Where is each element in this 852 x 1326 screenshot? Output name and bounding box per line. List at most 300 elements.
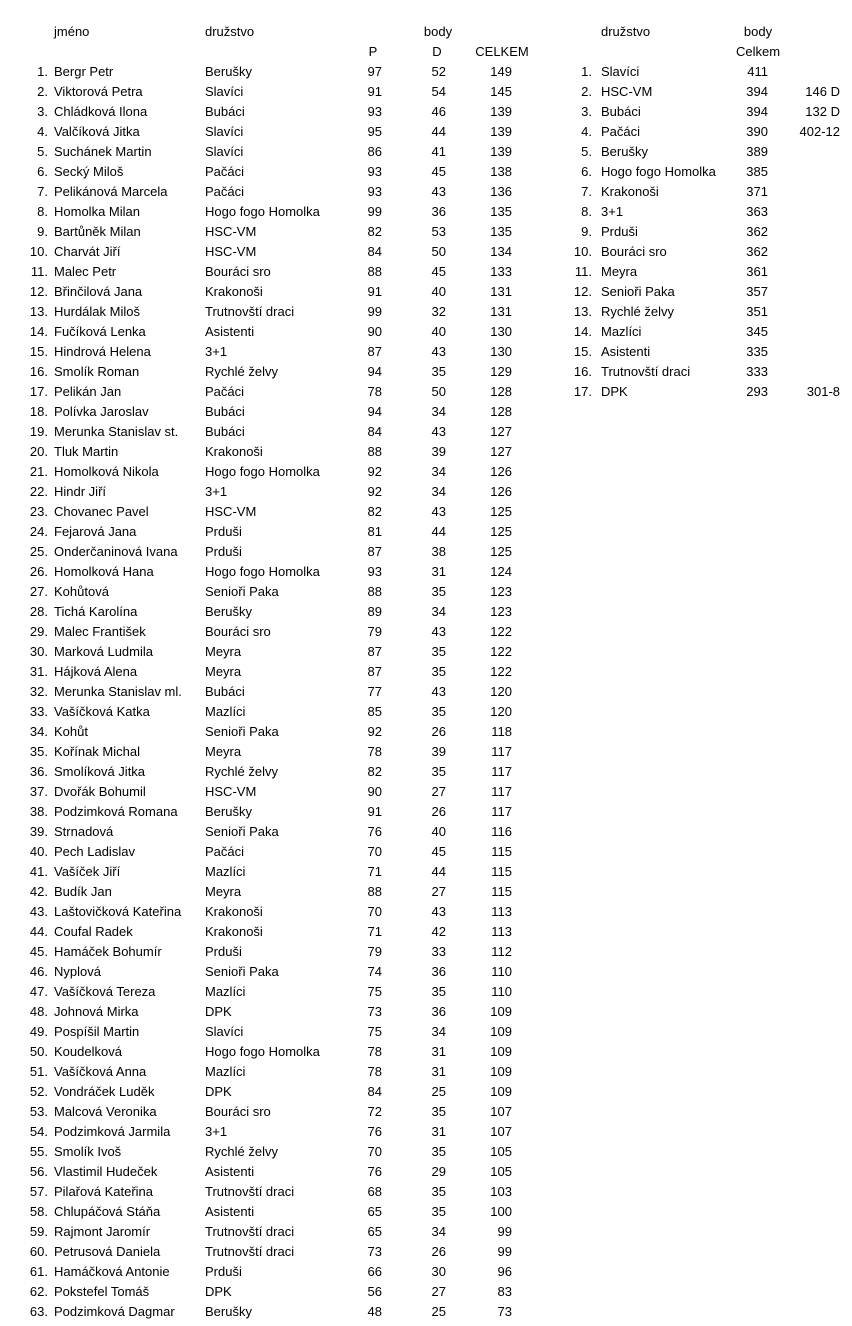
team-note-cell <box>786 342 840 362</box>
p-cell: 88 <box>367 584 382 599</box>
d-cell: 34 <box>431 484 446 499</box>
d-cell: 35 <box>431 644 446 659</box>
team-note-cell <box>786 162 840 182</box>
team-total-cell: 389 <box>746 144 768 159</box>
p-cell: 78 <box>367 1064 382 1079</box>
total-cell: 115 <box>491 844 512 859</box>
team-rank-cell: 6. <box>581 164 592 179</box>
name-cell: Dvořák Bohumil <box>54 784 146 799</box>
p-cell: 78 <box>367 384 382 399</box>
total-cell: 113 <box>491 904 512 919</box>
name-cell: Chládková Ilona <box>54 104 148 119</box>
name-cell: Malec Petr <box>54 264 117 279</box>
p-cell: 99 <box>367 204 382 219</box>
team-total-cell: 371 <box>746 184 768 199</box>
rank-cell: 35. <box>29 744 48 759</box>
team-total-cell: 357 <box>746 284 768 299</box>
d-cell: 36 <box>431 204 446 219</box>
p-cell: 70 <box>367 844 382 859</box>
rank-cell: 3. <box>37 104 48 119</box>
team-rank-cell: 8. <box>581 204 592 219</box>
team-cell: HSC-VM <box>205 504 257 519</box>
name-cell: Vašíčková Anna <box>54 1064 147 1079</box>
header-total: CELKEM <box>475 44 529 59</box>
rank-cell: 21. <box>29 464 48 479</box>
total-cell: 123 <box>490 604 512 619</box>
p-cell: 94 <box>367 364 382 379</box>
rank-cell: 40. <box>29 844 48 859</box>
total-cell: 131 <box>490 284 512 299</box>
p-cell: 91 <box>367 804 382 819</box>
team-cell: Hogo fogo Homolka <box>205 464 320 479</box>
team-note-cell: 402-12 <box>799 124 840 139</box>
d-cell: 45 <box>431 164 446 179</box>
team-cell: Mazlíci <box>205 864 246 879</box>
header-p: P <box>368 44 378 59</box>
rank-cell: 57. <box>29 1184 48 1199</box>
team-note-cell <box>786 62 840 82</box>
team-cell: Rychlé želvy <box>205 1144 278 1159</box>
rank-cell: 23. <box>29 504 48 519</box>
team-cell: Asistenti <box>205 1164 255 1179</box>
name-cell: Hindr Jiří <box>54 484 107 499</box>
name-cell: Strnadová <box>54 824 114 839</box>
name-cell: Pilařová Kateřina <box>54 1184 153 1199</box>
team-cell: Bouráci sro <box>205 264 271 279</box>
total-cell: 145 <box>490 84 512 99</box>
name-cell: Merunka Stanislav ml. <box>54 684 182 699</box>
total-cell: 115 <box>491 884 512 899</box>
d-cell: 40 <box>431 324 446 339</box>
d-cell: 35 <box>431 984 446 999</box>
p-cell: 86 <box>367 144 382 159</box>
team-name-cell: Pačáci <box>601 124 641 139</box>
rank-cell: 2. <box>37 84 48 99</box>
total-cell: 131 <box>490 304 512 319</box>
total-cell: 149 <box>490 64 512 79</box>
name-cell: Koudelková <box>54 1044 122 1059</box>
team-cell: Krakonoši <box>205 444 263 459</box>
team-note-cell <box>786 202 840 222</box>
total-cell: 112 <box>491 944 512 959</box>
name-cell: Malec František <box>54 624 146 639</box>
team-cell: Krakonoši <box>205 924 263 939</box>
team-rank-cell: 5. <box>581 144 592 159</box>
d-cell: 52 <box>431 64 446 79</box>
d-cell: 40 <box>431 824 446 839</box>
d-cell: 43 <box>431 424 446 439</box>
p-cell: 70 <box>367 1144 382 1159</box>
total-cell: 126 <box>490 484 512 499</box>
d-cell: 42 <box>431 924 446 939</box>
team-cell: Meyra <box>205 744 242 759</box>
rank-cell: 13. <box>29 304 48 319</box>
p-cell: 73 <box>367 1004 382 1019</box>
d-cell: 26 <box>431 804 446 819</box>
team-cell: Hogo fogo Homolka <box>205 204 320 219</box>
p-cell: 88 <box>367 264 382 279</box>
team-cell: Berušky <box>205 804 252 819</box>
team-rank-cell: 9. <box>581 224 592 239</box>
name-cell: Onderčaninová Ivana <box>54 544 178 559</box>
header-team-standings: družstvo <box>601 24 651 39</box>
d-cell: 43 <box>431 624 446 639</box>
name-cell: Kořínak Michal <box>54 744 140 759</box>
team-total-cell: 385 <box>746 164 768 179</box>
d-cell: 44 <box>431 524 446 539</box>
team-name-cell: HSC-VM <box>601 84 653 99</box>
d-cell: 35 <box>431 664 446 679</box>
p-cell: 72 <box>367 1104 382 1119</box>
total-cell: 109 <box>490 1024 512 1039</box>
team-name-cell: Asistenti <box>601 344 651 359</box>
name-cell: Bartůněk Milan <box>54 224 141 239</box>
p-cell: 93 <box>367 104 382 119</box>
team-cell: Krakonoši <box>205 284 263 299</box>
d-cell: 35 <box>431 584 446 599</box>
d-cell: 44 <box>431 124 446 139</box>
d-cell: 31 <box>431 564 446 579</box>
team-name-cell: Rychlé želvy <box>601 304 674 319</box>
rank-cell: 12. <box>29 284 48 299</box>
d-cell: 38 <box>431 544 446 559</box>
d-cell: 36 <box>431 1004 446 1019</box>
team-note-cell <box>786 142 840 162</box>
d-cell: 35 <box>431 1144 446 1159</box>
team-cell: Krakonoši <box>205 904 263 919</box>
team-cell: Asistenti <box>205 324 255 339</box>
rank-cell: 16. <box>29 364 48 379</box>
rank-cell: 33. <box>29 704 48 719</box>
team-name-cell: DPK <box>601 384 628 399</box>
team-total-cell: 394 <box>746 84 768 99</box>
team-total-cell: 345 <box>746 324 768 339</box>
rank-cell: 36. <box>29 764 48 779</box>
rank-cell: 63. <box>29 1304 48 1319</box>
p-cell: 92 <box>367 724 382 739</box>
rank-cell: 52. <box>29 1084 48 1099</box>
rank-cell: 38. <box>29 804 48 819</box>
total-cell: 139 <box>490 104 512 119</box>
total-cell: 128 <box>490 404 512 419</box>
d-cell: 35 <box>431 1184 446 1199</box>
team-cell: Trutnovští draci <box>205 1244 295 1259</box>
d-cell: 31 <box>431 1064 446 1079</box>
p-cell: 95 <box>367 124 382 139</box>
total-cell: 122 <box>490 644 512 659</box>
name-cell: Viktorová Petra <box>54 84 143 99</box>
total-cell: 138 <box>490 164 512 179</box>
p-cell: 71 <box>367 864 382 879</box>
rank-cell: 29. <box>29 624 48 639</box>
team-name-cell: 3+1 <box>601 204 624 219</box>
team-rank-cell: 13. <box>573 304 592 319</box>
team-cell: Trutnovští draci <box>205 1184 295 1199</box>
total-cell: 110 <box>491 964 512 979</box>
team-rank-cell: 3. <box>581 104 592 119</box>
d-cell: 41 <box>431 144 446 159</box>
team-cell: Senioři Paka <box>205 824 279 839</box>
total-cell: 135 <box>490 204 512 219</box>
name-cell: Pokstefel Tomáš <box>54 1284 150 1299</box>
p-cell: 75 <box>367 984 382 999</box>
name-cell: Hamáček Bohumír <box>54 944 162 959</box>
name-cell: Pech Ladislav <box>54 844 135 859</box>
rank-cell: 11. <box>30 264 48 279</box>
total-cell: 73 <box>497 1304 512 1319</box>
total-cell: 122 <box>490 624 512 639</box>
rank-cell: 49. <box>29 1024 48 1039</box>
d-cell: 34 <box>431 604 446 619</box>
rank-cell: 61. <box>29 1264 48 1279</box>
rank-cell: 1. <box>37 64 48 79</box>
p-cell: 70 <box>367 904 382 919</box>
p-cell: 76 <box>367 1124 382 1139</box>
total-cell: 139 <box>490 124 512 139</box>
team-cell: Bubáci <box>205 684 245 699</box>
name-cell: Polívka Jaroslav <box>54 404 149 419</box>
name-cell: Secký Miloš <box>54 164 124 179</box>
rank-cell: 18. <box>29 404 48 419</box>
p-cell: 88 <box>367 884 382 899</box>
rank-cell: 27. <box>29 584 48 599</box>
team-cell: Senioři Paka <box>205 964 279 979</box>
team-total-cell: 293 <box>746 384 768 399</box>
rank-cell: 45. <box>29 944 48 959</box>
rank-cell: 24. <box>29 524 48 539</box>
total-cell: 120 <box>490 704 512 719</box>
team-name-cell: Bouráci sro <box>601 244 667 259</box>
total-cell: 117 <box>491 744 512 759</box>
name-cell: Podzimková Jarmila <box>54 1124 171 1139</box>
p-cell: 92 <box>367 484 382 499</box>
name-cell: Vašíček Jiří <box>54 864 121 879</box>
team-cell: Senioři Paka <box>205 584 279 599</box>
p-cell: 93 <box>367 184 382 199</box>
p-cell: 82 <box>367 504 382 519</box>
d-cell: 35 <box>431 704 446 719</box>
rank-cell: 15. <box>29 344 48 359</box>
d-cell: 34 <box>431 1224 446 1239</box>
rank-cell: 4. <box>37 124 48 139</box>
p-cell: 90 <box>367 784 382 799</box>
rank-cell: 30. <box>29 644 48 659</box>
team-rank-cell: 16. <box>573 364 592 379</box>
p-cell: 84 <box>367 1084 382 1099</box>
d-cell: 34 <box>431 464 446 479</box>
team-cell: Trutnovští draci <box>205 304 295 319</box>
rank-cell: 55. <box>29 1144 48 1159</box>
rank-cell: 39. <box>29 824 48 839</box>
team-rank-cell: 15. <box>573 344 592 359</box>
team-cell: 3+1 <box>205 344 228 359</box>
total-cell: 124 <box>490 564 512 579</box>
p-cell: 79 <box>367 624 382 639</box>
p-cell: 99 <box>367 304 382 319</box>
team-cell: Mazlíci <box>205 1064 246 1079</box>
rank-cell: 34. <box>29 724 48 739</box>
team-note-cell <box>786 222 840 242</box>
total-cell: 125 <box>490 544 512 559</box>
name-cell: Smolíková Jitka <box>54 764 146 779</box>
rank-cell: 53. <box>29 1104 48 1119</box>
d-cell: 43 <box>431 344 446 359</box>
team-name-cell: Slavíci <box>601 64 640 79</box>
rank-cell: 43. <box>29 904 48 919</box>
rank-cell: 54. <box>29 1124 48 1139</box>
rank-cell: 19. <box>29 424 48 439</box>
team-note-cell <box>786 302 840 322</box>
name-cell: Podzimková Dagmar <box>54 1304 175 1319</box>
total-cell: 103 <box>490 1184 512 1199</box>
p-cell: 74 <box>367 964 382 979</box>
team-name-cell: Meyra <box>601 264 638 279</box>
team-cell: Berušky <box>205 64 252 79</box>
rank-cell: 46. <box>29 964 48 979</box>
rank-cell: 50. <box>29 1044 48 1059</box>
d-cell: 46 <box>431 104 446 119</box>
p-cell: 93 <box>367 164 382 179</box>
total-cell: 117 <box>491 784 512 799</box>
team-total-cell: 390 <box>746 124 768 139</box>
name-cell: Bergr Petr <box>54 64 114 79</box>
p-cell: 79 <box>367 944 382 959</box>
d-cell: 35 <box>431 364 446 379</box>
team-cell: Meyra <box>205 664 242 679</box>
team-total-cell: 362 <box>746 224 768 239</box>
total-cell: 126 <box>490 464 512 479</box>
name-cell: Hájková Alena <box>54 664 138 679</box>
name-cell: Tluk Martin <box>54 444 119 459</box>
team-cell: Slavíci <box>205 1024 244 1039</box>
rank-cell: 47. <box>29 984 48 999</box>
total-cell: 105 <box>490 1144 512 1159</box>
total-cell: 139 <box>490 144 512 159</box>
team-total-cell: 411 <box>747 64 768 79</box>
team-note-cell: 301-8 <box>806 384 840 399</box>
total-cell: 128 <box>490 384 512 399</box>
name-cell: Charvát Jiří <box>54 244 121 259</box>
name-cell: Vondráček Luděk <box>54 1084 155 1099</box>
d-cell: 33 <box>431 944 446 959</box>
p-cell: 48 <box>367 1304 382 1319</box>
p-cell: 84 <box>367 244 382 259</box>
p-cell: 73 <box>367 1244 382 1259</box>
total-cell: 116 <box>491 824 512 839</box>
d-cell: 39 <box>431 444 446 459</box>
team-total-cell: 351 <box>746 304 768 319</box>
p-cell: 71 <box>367 924 382 939</box>
rank-cell: 9. <box>37 224 48 239</box>
name-cell: Valčíková Jitka <box>54 124 140 139</box>
team-cell: Slavíci <box>205 124 244 139</box>
total-cell: 120 <box>490 684 512 699</box>
team-name-cell: Krakonoši <box>601 184 659 199</box>
d-cell: 29 <box>431 1164 446 1179</box>
total-cell: 109 <box>490 1084 512 1099</box>
rank-cell: 42. <box>29 884 48 899</box>
header-team-total: Celkem <box>735 44 781 59</box>
p-cell: 66 <box>367 1264 382 1279</box>
total-cell: 115 <box>491 864 512 879</box>
team-cell: Prduši <box>205 1264 242 1279</box>
team-total-cell: 362 <box>746 244 768 259</box>
name-cell: Fejarová Jana <box>54 524 137 539</box>
name-cell: Smolík Roman <box>54 364 140 379</box>
header-points-group: body <box>423 24 453 39</box>
team-note-cell <box>786 242 840 262</box>
d-cell: 31 <box>431 1124 446 1139</box>
d-cell: 43 <box>431 904 446 919</box>
team-cell: Trutnovští draci <box>205 1224 295 1239</box>
header-name: jméno <box>54 24 90 39</box>
team-rank-cell: 1. <box>581 64 592 79</box>
p-cell: 87 <box>367 664 382 679</box>
team-name-cell: Senioři Paka <box>601 284 675 299</box>
rank-cell: 56. <box>29 1164 48 1179</box>
rank-cell: 14. <box>29 324 48 339</box>
header-team-points: body <box>743 24 773 39</box>
team-cell: Bubáci <box>205 424 245 439</box>
p-cell: 77 <box>367 684 382 699</box>
d-cell: 30 <box>431 1264 446 1279</box>
team-note-cell: 132 D <box>805 104 840 119</box>
rank-cell: 26. <box>29 564 48 579</box>
rank-cell: 5. <box>37 144 48 159</box>
team-cell: Prduši <box>205 524 242 539</box>
total-cell: 109 <box>490 1064 512 1079</box>
d-cell: 50 <box>431 384 446 399</box>
d-cell: 34 <box>431 1024 446 1039</box>
rank-cell: 62. <box>29 1284 48 1299</box>
team-cell: Bubáci <box>205 404 245 419</box>
d-cell: 27 <box>431 784 446 799</box>
rank-cell: 48. <box>29 1004 48 1019</box>
name-cell: Hamáčková Antonie <box>54 1264 170 1279</box>
p-cell: 65 <box>367 1204 382 1219</box>
total-cell: 117 <box>491 804 512 819</box>
rank-cell: 6. <box>37 164 48 179</box>
p-cell: 88 <box>367 444 382 459</box>
team-rank-cell: 10. <box>573 244 592 259</box>
team-cell: HSC-VM <box>205 244 257 259</box>
total-cell: 136 <box>490 184 512 199</box>
rank-cell: 37. <box>29 784 48 799</box>
d-cell: 45 <box>431 844 446 859</box>
team-note-cell <box>786 182 840 202</box>
name-cell: Vašíčková Katka <box>54 704 150 719</box>
team-cell: 3+1 <box>205 484 228 499</box>
d-cell: 25 <box>431 1084 446 1099</box>
name-cell: Homolková Hana <box>54 564 154 579</box>
total-cell: 130 <box>490 344 512 359</box>
p-cell: 87 <box>367 344 382 359</box>
header-d: D <box>432 44 442 59</box>
p-cell: 87 <box>367 544 382 559</box>
name-cell: Laštovičková Kateřina <box>54 904 182 919</box>
total-cell: 117 <box>491 764 512 779</box>
p-cell: 76 <box>367 824 382 839</box>
d-cell: 27 <box>431 1284 446 1299</box>
rank-cell: 28. <box>29 604 48 619</box>
d-cell: 54 <box>431 84 446 99</box>
team-total-cell: 335 <box>746 344 768 359</box>
team-cell: Berušky <box>205 604 252 619</box>
team-note-cell: 146 D <box>805 84 840 99</box>
name-cell: Merunka Stanislav st. <box>54 424 179 439</box>
rank-cell: 22. <box>29 484 48 499</box>
team-cell: Hogo fogo Homolka <box>205 564 320 579</box>
